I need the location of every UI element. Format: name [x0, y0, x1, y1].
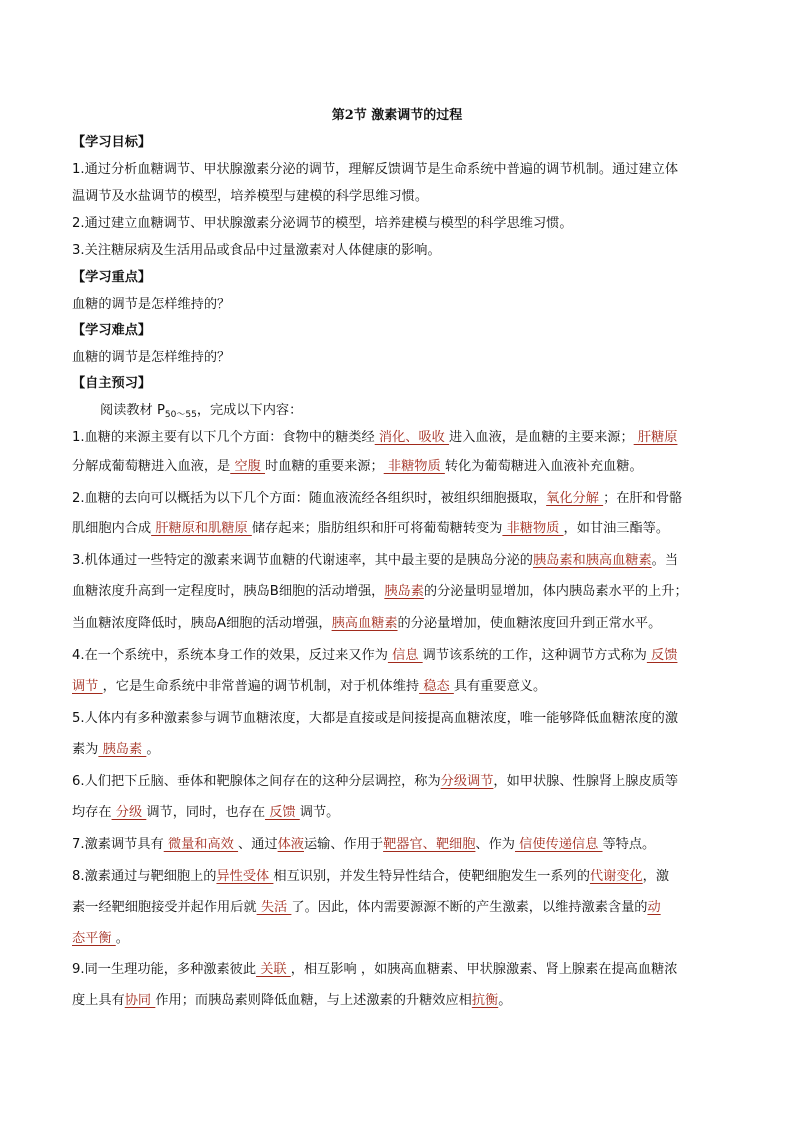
answer-blank: 肝糖原	[633, 430, 678, 445]
difficult-text: 血糖的调节是怎样维持的？	[72, 350, 231, 365]
answer-blank: 反馈	[646, 648, 678, 663]
answer-blank: 抗衡	[471, 993, 499, 1008]
question-1-line-2: 分解成葡萄糖进入血液，是 空腹 时血糖的重要来源； 非糖物质 转化为葡萄糖进入血液补充血糖。	[72, 459, 643, 474]
answer-blank: 氧化分解	[546, 491, 604, 506]
question-9-line-1: 9.同一生理功能，多种激素彼此 关联 ，相互影响 ，如胰高血糖素、甲状腺激素、肾上腺素在提高血糖浓	[72, 962, 678, 977]
goal-line-4: 3.关注糖尿病及生活用品或食品中过量激素对人体健康的影响。	[72, 243, 441, 258]
answer-blank: 胰岛素和胰高血糖素	[532, 553, 652, 568]
question-3-line-2: 血糖浓度升高到一定程度时，胰岛B细胞的活动增强，胰岛素的分泌量明显增加，体内胰岛素水平的上升；	[72, 584, 688, 599]
question-5-line-2: 素为 胰岛素 。	[72, 742, 160, 757]
answer-blank: 失活	[256, 900, 292, 915]
question-5-line-1: 5.人体内有多种激素参与调节血糖浓度，大都是直接或是间接提高血糖浓度，唯一能够降低血糖浓度的激	[72, 711, 679, 726]
question-3-line-3: 当血糖浓度降低时，胰岛A细胞的活动增强，胰高血糖素的分泌量增加，使血糖浓度回升到正常水平。	[72, 616, 662, 631]
answer-blank: 肝糖原和肌糖原	[151, 521, 252, 536]
question-8-line-1: 8.激素通过与靶细胞上的异性受体 相互识别，并发生特异性结合，使靶细胞发生一系列的代谢变化，激	[72, 869, 670, 884]
answer-blank: 胰岛素	[98, 742, 147, 757]
question-8-line-3: 态平衡 。	[72, 931, 129, 946]
section-preview-heading: 【自主预习】	[72, 376, 152, 391]
answer-blank: 调节	[72, 679, 103, 694]
section-key-heading: 【学习重点】	[72, 270, 152, 285]
answer-blank: 反馈	[265, 805, 300, 820]
key-text: 血糖的调节是怎样维持的？	[72, 297, 231, 312]
answer-blank: 分级调节	[440, 774, 494, 789]
answer-blank: 体液	[277, 837, 304, 852]
question-8-line-2: 素一经靶细胞接受并起作用后就 失活 了。因此，体内需要源源不断的产生激素，以维持激素含量的动	[72, 900, 661, 915]
question-9-line-2: 度上具有协同 作用；而胰岛素则降低血糖，与上述激素的升糖效应相抗衡。	[72, 993, 512, 1008]
answer-blank: 空腹	[230, 459, 266, 474]
goal-line-2: 温调节及水盐调节的模型，培养模型与建模的科学思维习惯。	[72, 189, 429, 204]
answer-blank: 代谢变化	[589, 869, 643, 884]
answer-blank: 胰岛素	[384, 584, 424, 599]
question-7-line-1: 7.激素调节具有 微量和高效 、通过体液运输、作用于靶器官、靶细胞、作为 信使传递信息 等特点。	[72, 837, 656, 852]
answer-blank: 胰高血糖素	[331, 616, 398, 631]
answer-blank: 靶器官、靶细胞	[383, 837, 476, 852]
answer-blank: 动	[647, 900, 661, 915]
answer-blank: 分级	[111, 805, 147, 820]
page-title: 第2节 激素调节的过程	[331, 108, 463, 123]
answer-blank: 信使传递信息	[514, 837, 603, 852]
answer-blank: 信息	[387, 648, 423, 663]
answer-blank: 异性受体	[216, 869, 274, 884]
section-goals-heading: 【学习目标】	[72, 135, 152, 150]
answer-blank: 态平衡	[72, 931, 116, 946]
answer-blank: 稳态	[419, 679, 454, 694]
question-2-line-1: 2.血糖的去向可以概括为以下几个方面：随血液流经各组织时，被组织细胞摄取，氧化分解 ；在肝和骨骼	[72, 491, 683, 506]
goal-line-3: 2.通过建立血糖调节、甲状腺激素分泌调节的模型，培养建模与模型的科学思维习惯。	[72, 216, 573, 231]
question-4-line-1: 4.在一个系统中，系统本身工作的效果，反过来又作为 信息 调节该系统的工作，这种调节方式称为 反馈	[72, 648, 678, 663]
section-difficult-heading: 【学习难点】	[72, 323, 152, 338]
answer-blank: 消化、吸收	[374, 430, 450, 445]
answer-blank: 非糖物质	[383, 459, 445, 474]
question-6-line-2: 均存在 分级 调节，同时，也存在 反馈 调节。	[72, 805, 340, 820]
answer-blank: 协同	[124, 993, 156, 1008]
goal-line-1: 1.通过分析血糖调节、甲状腺激素分泌的调节，理解反馈调节是生命系统中普遍的调节机制。通过建立体	[72, 162, 679, 177]
question-2-line-2: 肌细胞内合成 肝糖原和肌糖原 储存起来；脂肪组织和肝可将葡萄糖转变为 非糖物质 ，如甘油三酯等。	[72, 521, 670, 536]
question-3-line-1: 3.机体通过一些特定的激素来调节血糖的代谢速率，其中最主要的是胰岛分泌的胰岛素和胰高血糖素。当	[72, 553, 679, 568]
answer-blank: 关联	[256, 962, 291, 977]
question-4-line-2: 调节 ，它是生命系统中非常普遍的调节机制，对于机体维持 稳态 具有重要意义。	[72, 679, 547, 694]
answer-blank: 微量和高效	[163, 837, 239, 852]
question-6-line-1: 6.人们把下丘脑、垂体和靶腺体之间存在的这种分层调控，称为分级调节，如甲状腺、性腺肾上腺皮质等	[72, 774, 679, 789]
question-1-line-1: 1.血糖的来源主要有以下几个方面：食物中的糖类经 消化、吸收 进入血液，是血糖的主要来源； 肝糖原	[72, 430, 678, 445]
answer-blank: 非糖物质	[502, 521, 564, 536]
preview-intro: 阅读教材 $P_{50\sim 55}$，完成以下内容：	[100, 403, 303, 420]
